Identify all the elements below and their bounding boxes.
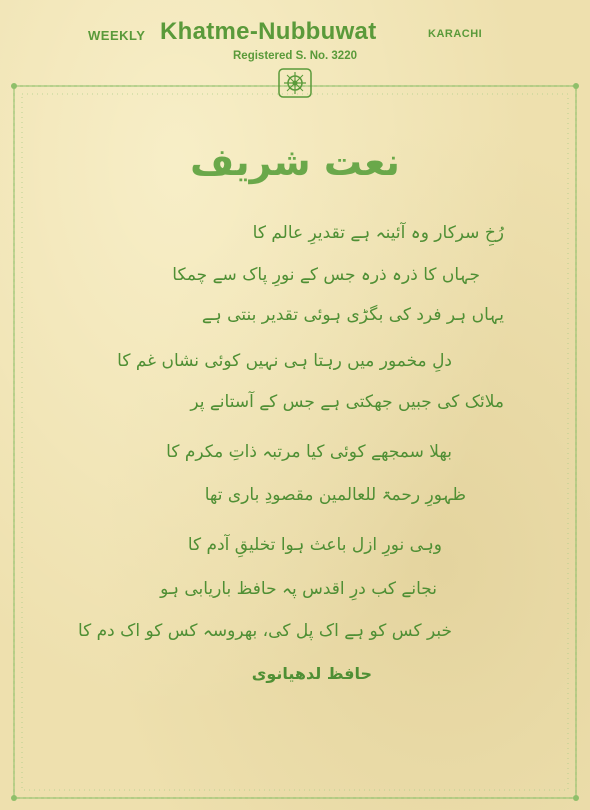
verse-line: رُخِ سرکار وہ آئینہ ہے تقدیرِ عالم کا bbox=[252, 223, 504, 243]
verse-line: جہاں کا ذرہ ذرہ جس کے نورِ پاک سے چمکا bbox=[172, 265, 480, 285]
verse-line: بھلا سمجھے کوئی کیا مرتبہ ذاتِ مکرم کا bbox=[166, 442, 452, 462]
registration-number: Registered S. No. 3220 bbox=[233, 50, 357, 62]
poet-name: حافظ لدھیانوی bbox=[251, 664, 372, 683]
verse-line: نجانے کب درِ اقدس پہ حافظ باریابی ہو bbox=[160, 579, 437, 599]
masthead bbox=[0, 18, 590, 70]
verse-line: خبر کس کو ہے اک پل کی، بھروسہ کس کو اک دم کا bbox=[77, 621, 452, 641]
verse-line: یہاں ہر فرد کی بگڑی ہوئی تقدیر بنتی ہے bbox=[201, 305, 504, 325]
page-heading: نعت شریف bbox=[190, 140, 400, 184]
masthead-weekly: WEEKLY bbox=[88, 28, 146, 43]
floral-ornament-icon bbox=[276, 66, 314, 100]
verse-line: وہی نورِ ازل باعث ہوا تخلیقِ آدم کا bbox=[187, 535, 442, 555]
masthead-title: Khatme-Nubbuwat bbox=[160, 18, 377, 45]
masthead-city: KARACHI bbox=[428, 28, 483, 40]
verse-line: ظہورِ رحمۃ للعالمین مقصودِ باری تھا bbox=[204, 485, 466, 505]
verse-line: دلِ مخمور میں رہتا ہی نہیں کوئی نشاں غم کا bbox=[117, 351, 452, 371]
verse-line: ملائک کی جبیں جھکتی ہے جس کے آستانے پر bbox=[190, 392, 504, 412]
